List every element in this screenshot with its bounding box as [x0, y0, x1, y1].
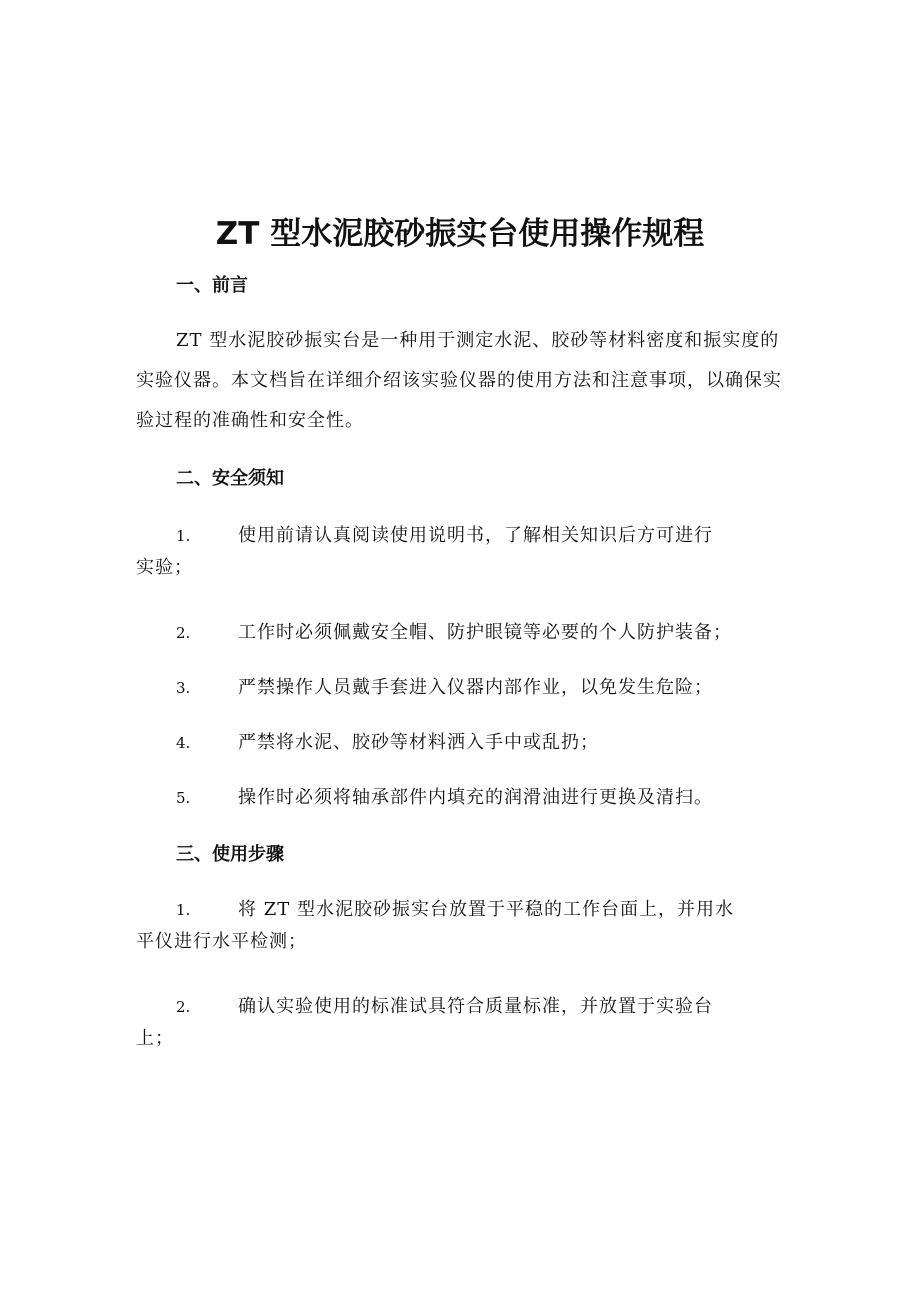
item-text: 确认实验使用的标准试具符合质量标准，并放置于实验台: [238, 996, 713, 1017]
item-text-continued: 上；: [136, 1028, 174, 1049]
item-text: 严禁操作人员戴手套进入仪器内部作业，以免发生危险；: [238, 677, 713, 698]
section-heading-safety: 二、安全须知: [176, 468, 284, 489]
item-text-continued: 实验；: [136, 557, 193, 578]
item-number: 5.: [176, 789, 191, 807]
item-number: 1.: [176, 527, 191, 545]
item-number: 3.: [176, 679, 191, 697]
item-number: 4.: [176, 734, 191, 752]
document-title: ZT 型水泥胶砂振实台使用操作规程: [215, 216, 705, 252]
item-text: 工作时必须佩戴安全帽、防护眼镜等必要的个人防护装备；: [238, 622, 732, 643]
preface-paragraph: [136, 321, 786, 441]
item-number: 2.: [176, 624, 191, 642]
item-number: 2.: [176, 998, 191, 1016]
item-number: 1.: [176, 901, 191, 919]
item-text: 将 ZT 型水泥胶砂振实台放置于平稳的工作台面上，并用水: [238, 899, 734, 920]
section-heading-steps: 三、使用步骤: [176, 844, 284, 865]
preface-text: ZT 型水泥胶砂振实台是一种用于测定水泥、胶砂等材料密度和振实度的实验仪器。本文档旨在详细介绍该实验仪器的使用方法和注意事项，以确保实验过程的准确性和安全性。: [136, 330, 782, 431]
item-text-continued: 平仪进行水平检测；: [136, 931, 307, 952]
item-text: 严禁将水泥、胶砂等材料洒入手中或乱扔；: [238, 732, 599, 753]
item-text: 使用前请认真阅读使用说明书，了解相关知识后方可进行: [238, 525, 713, 546]
item-text: 操作时必须将轴承部件内填充的润滑油进行更换及清扫。: [238, 787, 713, 808]
section-heading-preface: 一、前言: [176, 275, 248, 296]
